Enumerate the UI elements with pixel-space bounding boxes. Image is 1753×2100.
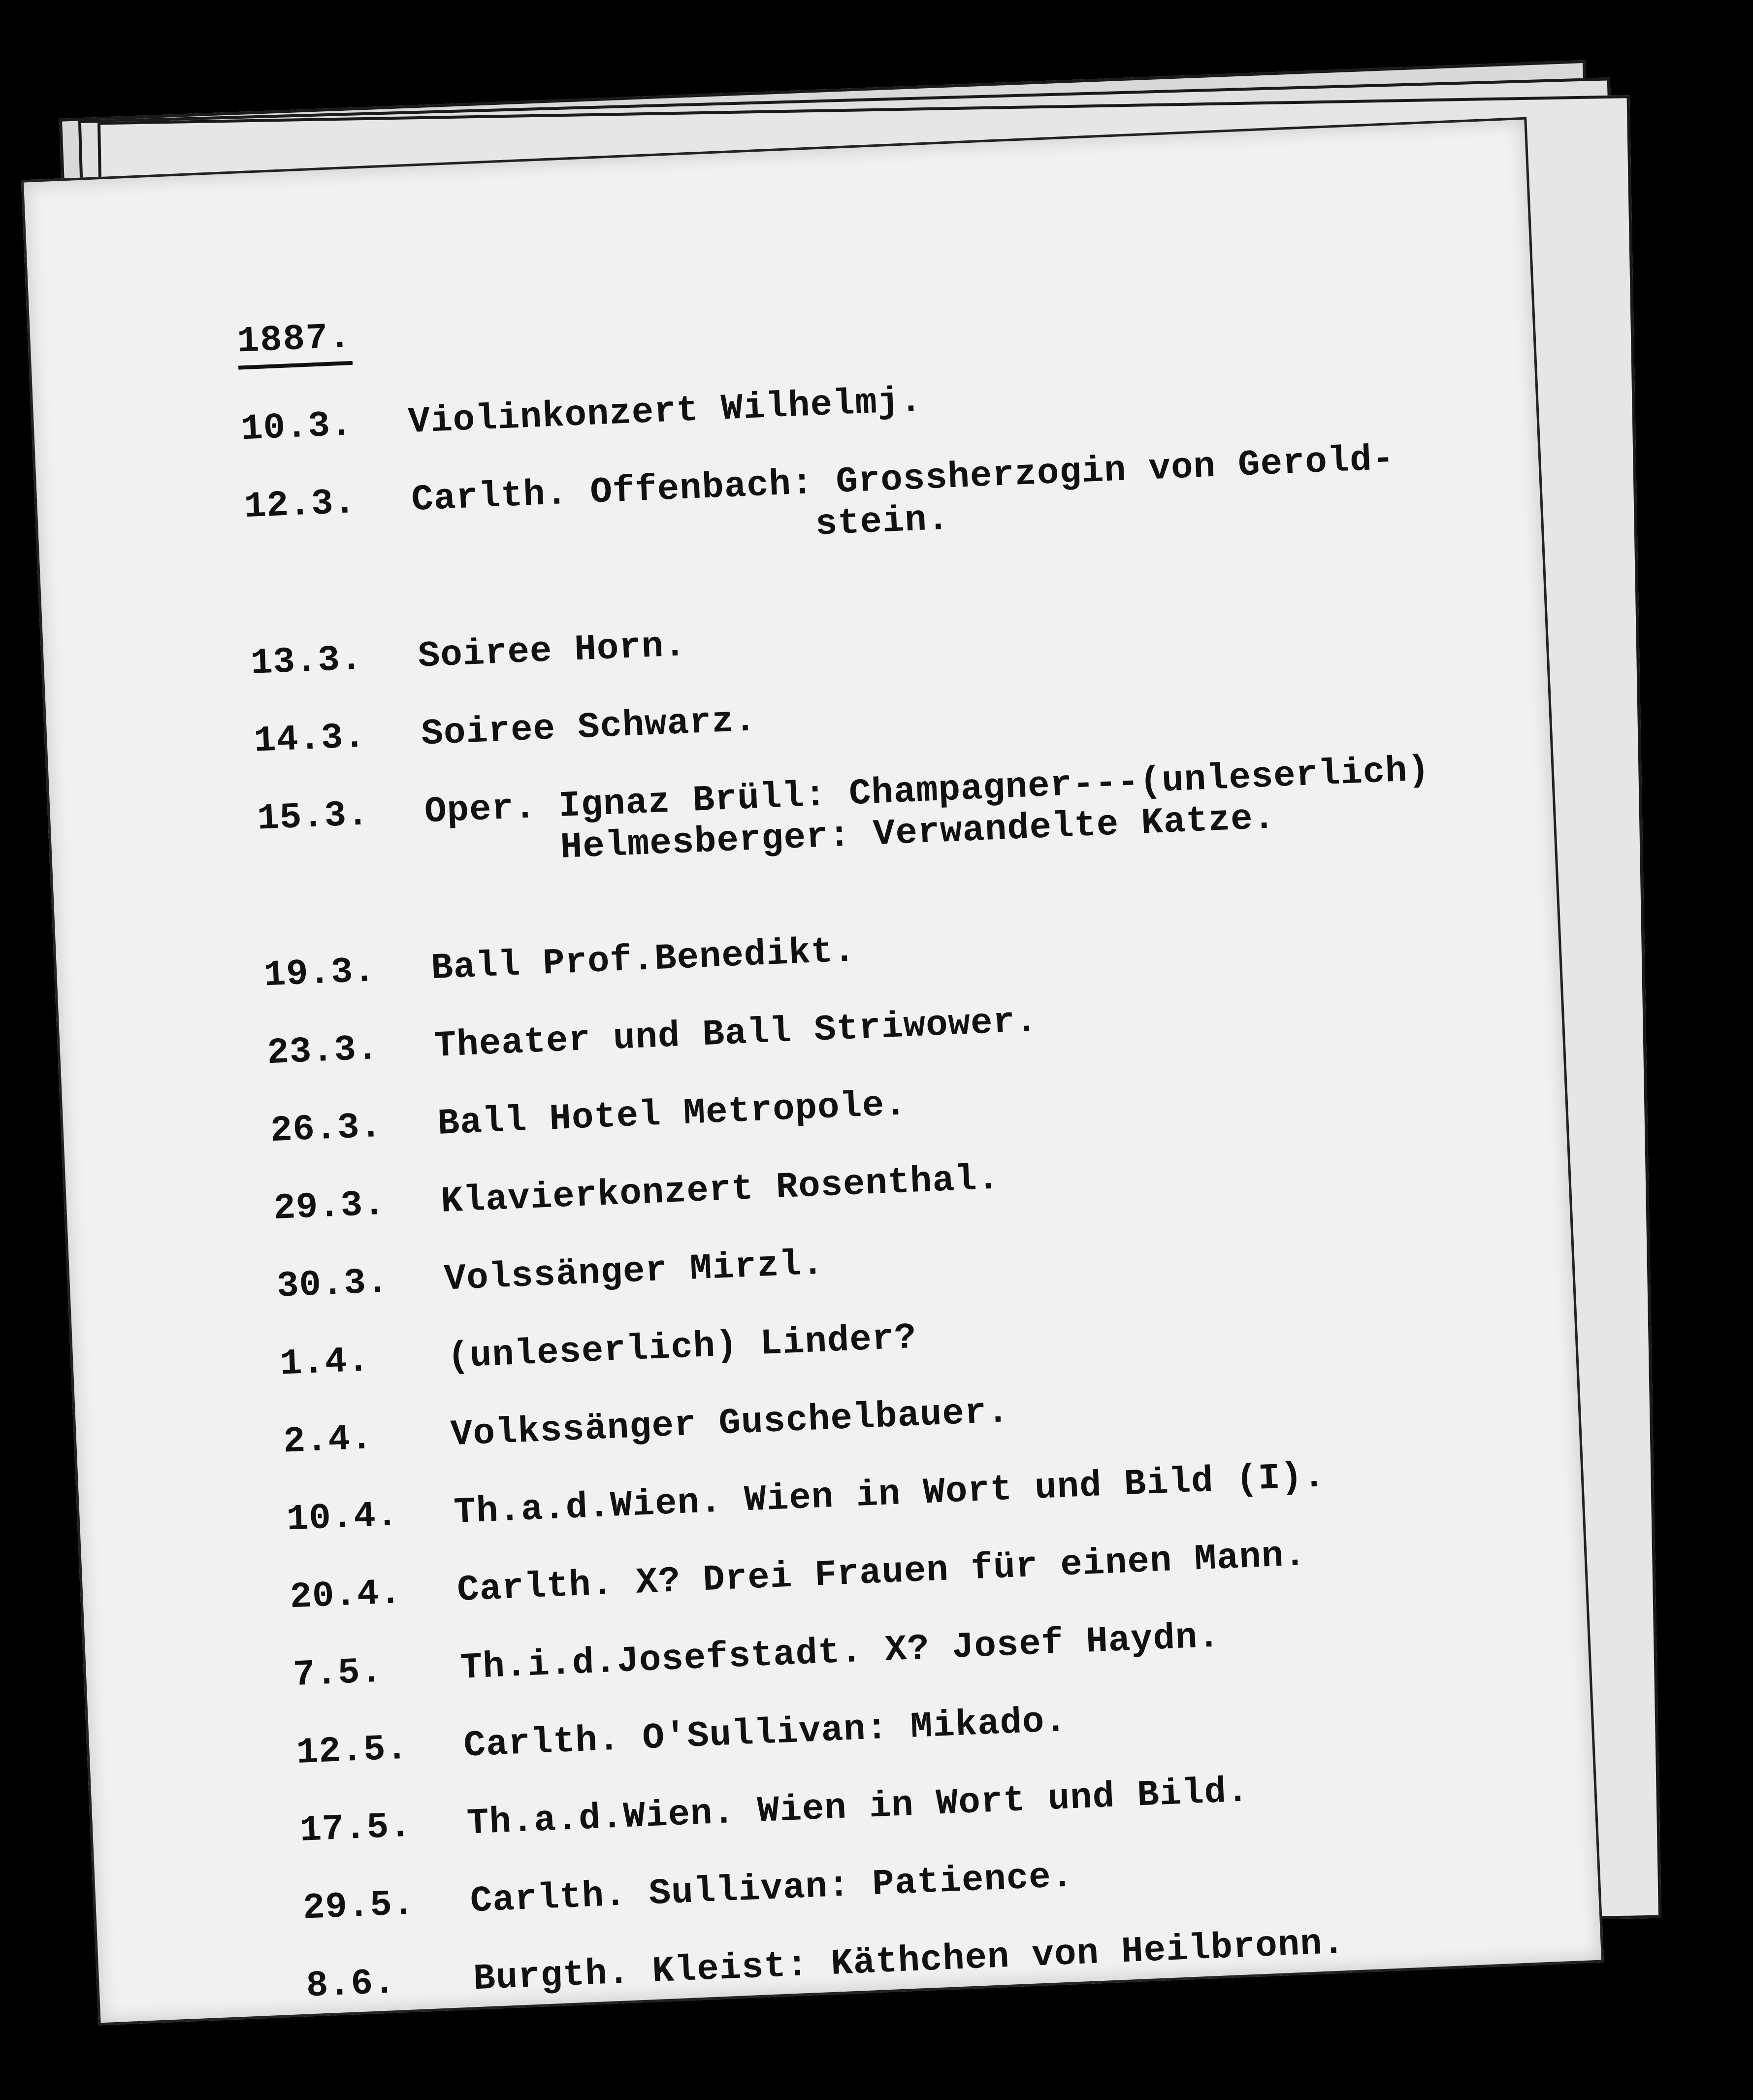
list-item <box>269 1057 1550 1152</box>
entry-date: 7.5. <box>292 1651 384 1697</box>
entry-date: 15.3. <box>256 794 370 840</box>
entry-date: 8.6. <box>305 1962 397 2007</box>
entry-date: 1.4. <box>279 1340 371 1385</box>
entry-date: 23.3. <box>266 1028 380 1075</box>
list-item <box>289 1524 1570 1619</box>
entry-text: Volssänger Mirzl. <box>443 1243 825 1301</box>
entry-text: Carlth. O'Sullivan: Mikado. <box>463 1700 1068 1767</box>
list-item <box>279 1290 1560 1385</box>
entry-text: Burgth. Kleist: Käthchen von Heilbronn. <box>472 1922 1346 2001</box>
list-item <box>295 1679 1576 1774</box>
entry-text: Ball Hotel Metropole. <box>437 1084 908 1145</box>
entry-date: 10.3. <box>240 404 354 451</box>
entry-text: Carlth. X? Drei Frauen für einen Mann. <box>456 1534 1307 1612</box>
entry-text: Carlth. Sullivan: Patience. <box>469 1856 1074 1923</box>
entry-text: Violinkonzert Wilhelmj. <box>407 380 923 444</box>
entry-text: (unleserlich) Linder? <box>446 1317 918 1378</box>
list-item <box>286 1446 1566 1541</box>
list-item <box>240 356 1521 451</box>
list-item <box>266 980 1547 1075</box>
entry-text: Carlth. Offenbach: Grossherzogin von Gerold- stein. <box>410 438 1396 562</box>
entry-text: Th.i.d.Josefstadt. X? Josef Haydn. <box>459 1616 1221 1689</box>
entry-date: 17.5. <box>298 1805 413 1852</box>
entry-date: 29.3. <box>273 1183 387 1230</box>
entry-date: 10.4. <box>286 1495 399 1541</box>
list-item <box>273 1135 1554 1230</box>
entry-text: Soiree Schwarz. <box>420 700 757 755</box>
entry-text: Volkssänger Guschelbauer. <box>450 1391 1010 1456</box>
page-content <box>236 268 1588 2044</box>
list-item <box>292 1601 1573 1696</box>
entry-date: 19.3. <box>263 951 377 997</box>
list-item <box>276 1213 1557 1308</box>
list-item <box>257 745 1539 882</box>
list-item <box>283 1368 1563 1463</box>
entry-date: 12.3. <box>243 482 357 528</box>
entry-text: Oper. Ignaz Brüll: Champagner---(unleserlich) Helmesberger: Verwandelte Katze. <box>423 749 1431 875</box>
list-item <box>253 667 1534 762</box>
year-heading: 1887. <box>236 317 353 370</box>
typed-page <box>21 117 1604 2026</box>
entry-text: Soiree Horn. <box>417 625 687 678</box>
entry-text: Th.a.d.Wien. Wien in Wort und Bild. <box>466 1771 1250 1845</box>
entry-text: Theater und Ball Striwower. <box>433 1000 1039 1068</box>
list-item <box>302 1835 1583 1930</box>
list-item <box>243 433 1526 569</box>
entry-date: 2.4. <box>282 1418 374 1463</box>
entry-text: Ball Prof.Benedikt. <box>430 930 857 990</box>
entry-date: 26.3. <box>269 1106 383 1152</box>
list-item <box>263 902 1544 997</box>
entry-date: 20.4. <box>289 1572 403 1619</box>
entry-date: 30.3. <box>276 1261 390 1308</box>
entry-date: 12.5. <box>295 1728 409 1774</box>
list-item <box>299 1757 1580 1852</box>
entry-date: 14.3. <box>253 716 367 762</box>
entry-text: Klavierkonzert Rosenthal. <box>440 1158 1001 1223</box>
entry-date: 29.5. <box>302 1883 416 1930</box>
entry-date: 13.3. <box>250 638 363 685</box>
entry-text: Th.a.d.Wien. Wien in Wort und Bild (I). <box>453 1456 1327 1534</box>
list-item <box>305 1912 1586 2007</box>
list-item <box>250 590 1531 685</box>
